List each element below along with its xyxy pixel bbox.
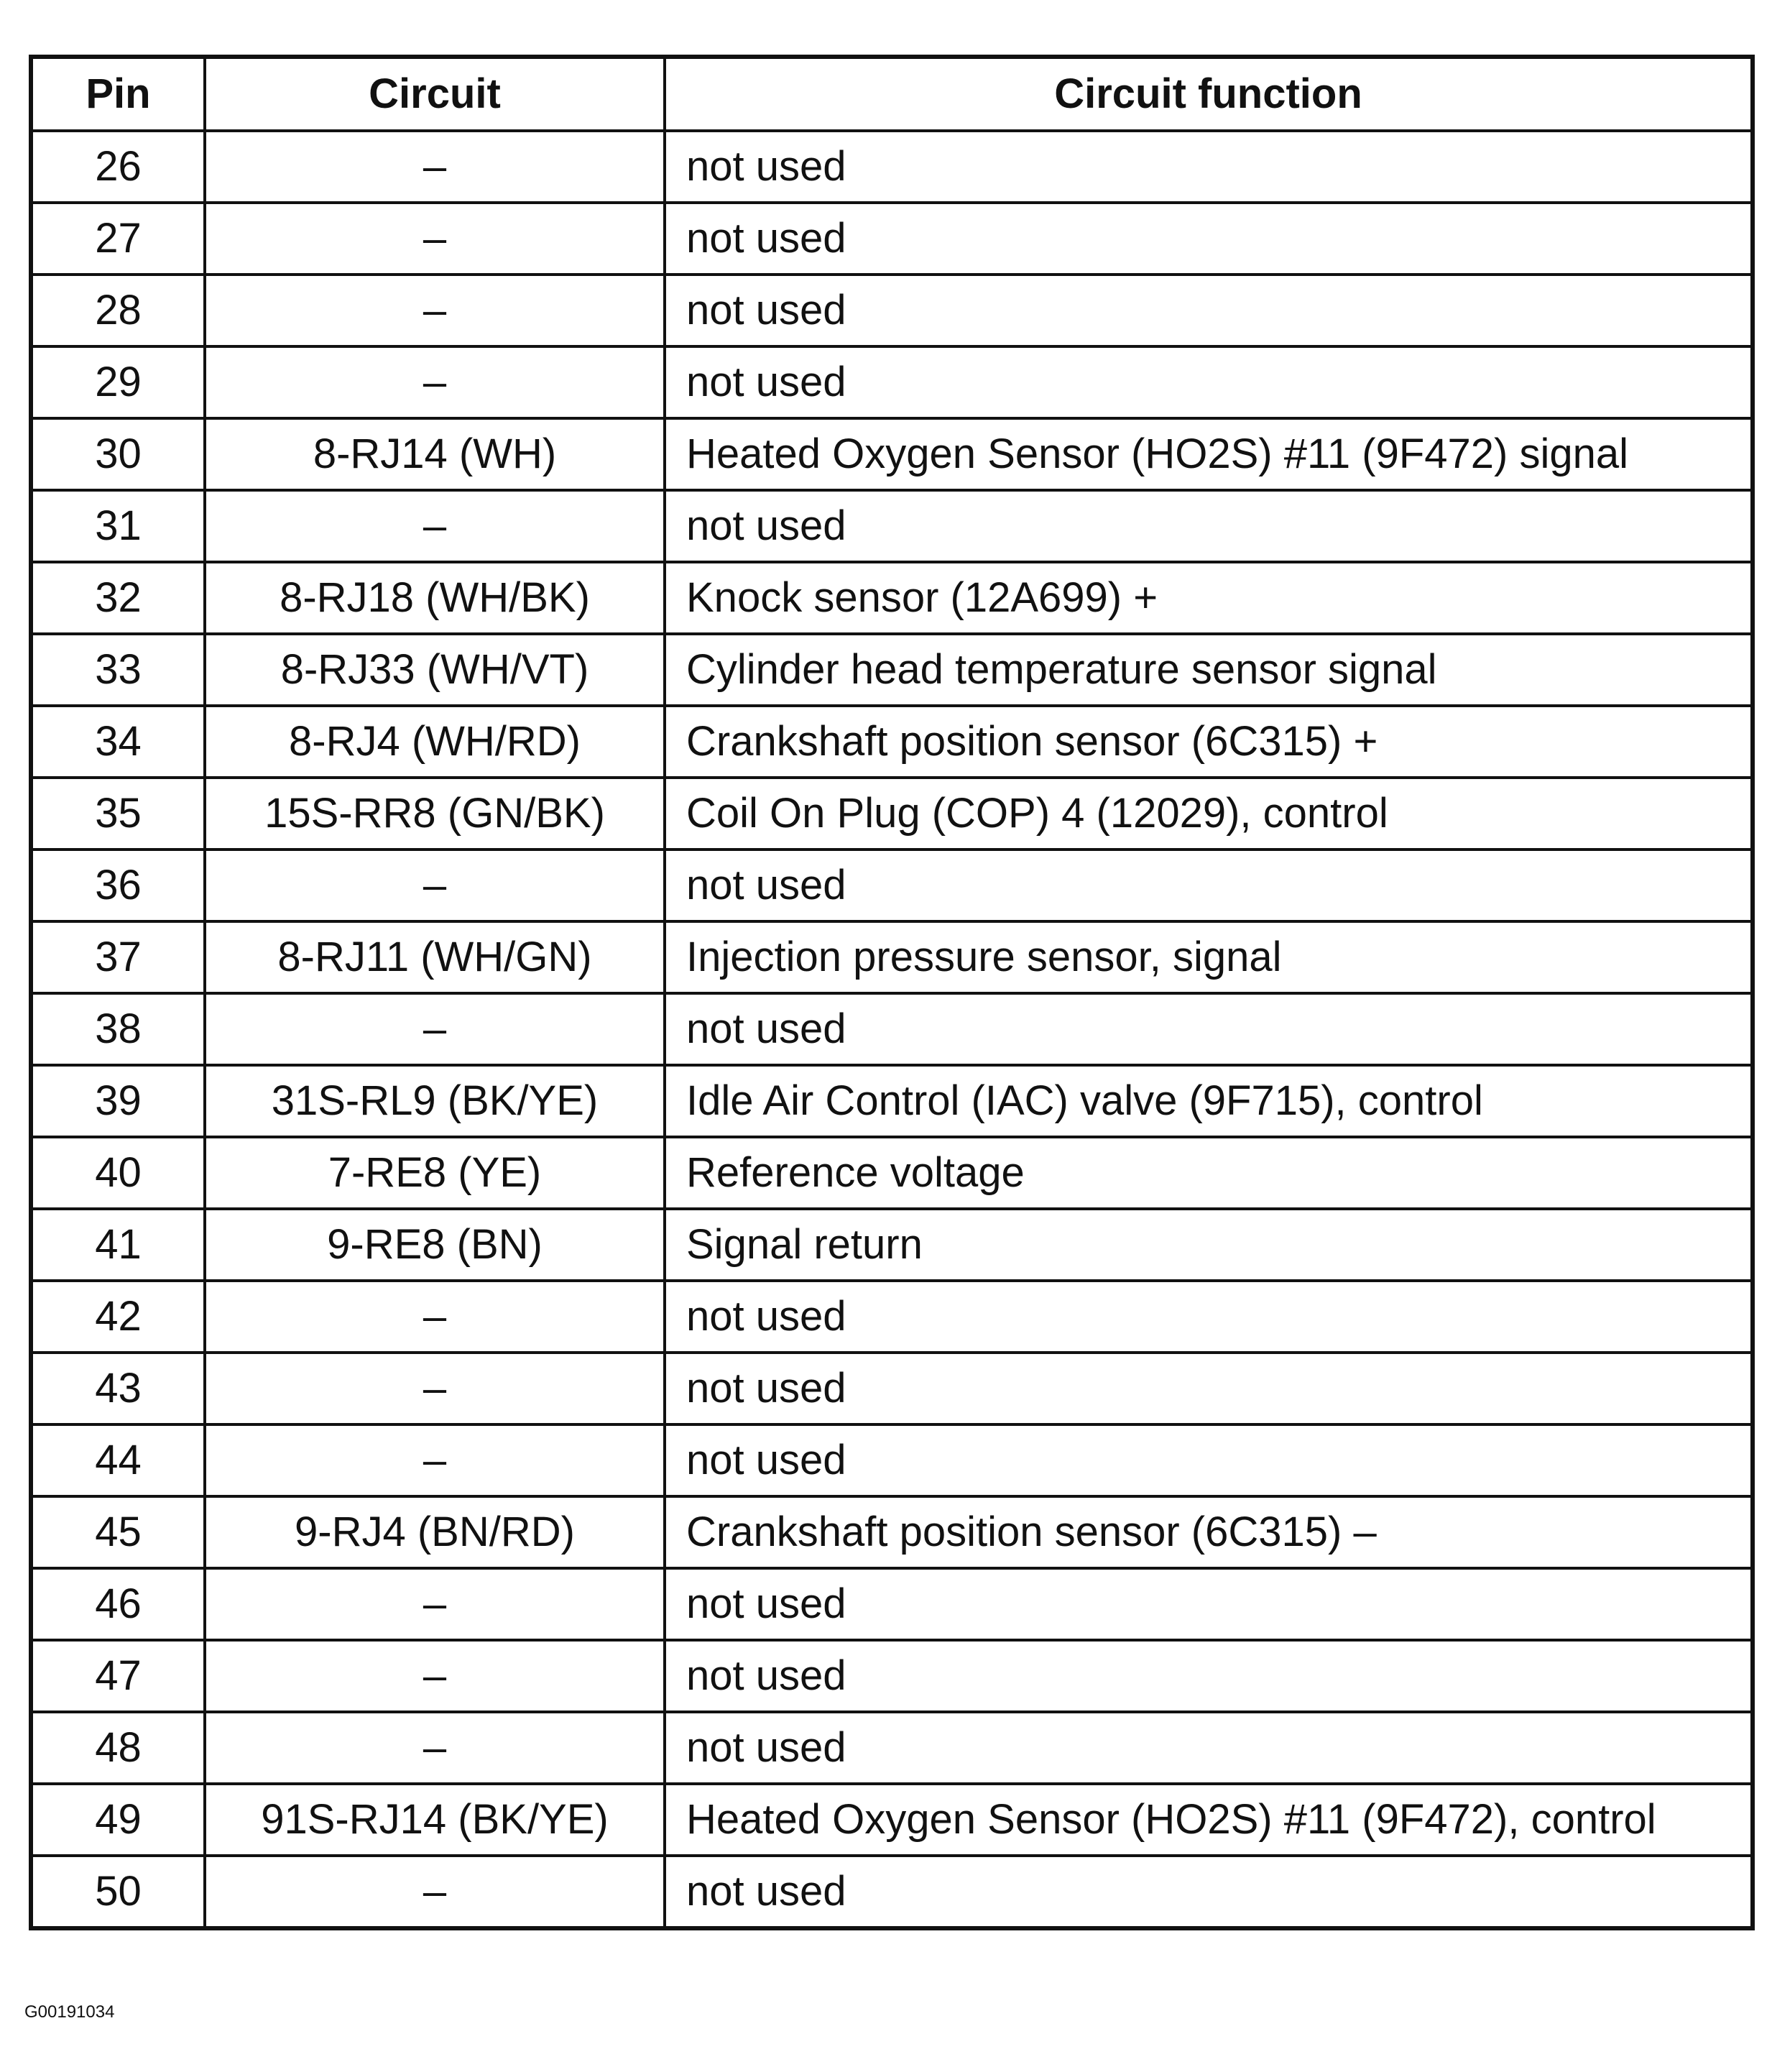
circuit-cell: 8-RJ11 (WH/GN) [205,921,665,993]
function-cell: not used [665,1424,1753,1496]
circuit-cell: – [205,131,665,203]
pin-cell: 34 [31,706,205,778]
header-pin: Pin [31,57,205,131]
table-row [31,1209,1753,1281]
pin-cell: 44 [31,1424,205,1496]
pin-cell: 46 [31,1568,205,1640]
function-cell: not used [665,849,1753,921]
pin-cell: 39 [31,1065,205,1137]
table-row [31,131,1753,203]
pin-cell: 50 [31,1856,205,1928]
table-row [31,490,1753,562]
circuit-cell: 9-RJ4 (BN/RD) [205,1496,665,1568]
circuit-cell: 9-RE8 (BN) [205,1209,665,1281]
pin-cell: 38 [31,993,205,1065]
circuit-cell: – [205,1281,665,1353]
table-row [31,1281,1753,1353]
function-cell: Signal return [665,1209,1753,1281]
pin-cell: 32 [31,562,205,634]
circuit-cell: 8-RJ4 (WH/RD) [205,706,665,778]
pin-cell: 31 [31,490,205,562]
table-row [31,634,1753,706]
pin-cell: 33 [31,634,205,706]
table-row [31,706,1753,778]
circuit-cell: 15S-RR8 (GN/BK) [205,778,665,849]
circuit-cell: 8-RJ18 (WH/BK) [205,562,665,634]
pin-cell: 47 [31,1640,205,1712]
table-row [31,1856,1753,1928]
circuit-cell: – [205,1712,665,1784]
table-row [31,849,1753,921]
pin-cell: 28 [31,275,205,346]
function-cell: not used [665,203,1753,275]
table-row [31,562,1753,634]
function-cell: Coil On Plug (COP) 4 (12029), control [665,778,1753,849]
circuit-cell: – [205,1353,665,1424]
circuit-cell: 91S-RJ14 (BK/YE) [205,1784,665,1856]
pin-cell: 45 [31,1496,205,1568]
function-cell: Reference voltage [665,1137,1753,1209]
function-cell: not used [665,1712,1753,1784]
function-cell: not used [665,1640,1753,1712]
circuit-cell: – [205,1424,665,1496]
pin-cell: 48 [31,1712,205,1784]
circuit-cell: – [205,203,665,275]
table-row [31,1640,1753,1712]
table-row [31,1568,1753,1640]
figure-id: G00191034 [24,2002,115,2022]
function-cell: not used [665,131,1753,203]
function-cell: not used [665,1568,1753,1640]
pin-cell: 49 [31,1784,205,1856]
header-circuit-function: Circuit function [665,57,1753,131]
pin-cell: 30 [31,418,205,490]
function-cell: Idle Air Control (IAC) valve (9F715), control [665,1065,1753,1137]
circuit-cell: 7-RE8 (YE) [205,1137,665,1209]
table-row [31,1065,1753,1137]
circuit-cell: – [205,1568,665,1640]
circuit-cell: 8-RJ33 (WH/VT) [205,634,665,706]
function-cell: Knock sensor (12A699) + [665,562,1753,634]
table-row [31,1712,1753,1784]
circuit-cell: – [205,275,665,346]
table-row [31,346,1753,418]
table-row [31,1424,1753,1496]
function-cell: not used [665,1281,1753,1353]
circuit-cell: – [205,849,665,921]
table-row [31,1496,1753,1568]
table-row [31,921,1753,993]
table-header-row [31,57,1753,131]
function-cell: Crankshaft position sensor (6C315) – [665,1496,1753,1568]
table-row [31,1784,1753,1856]
function-cell: not used [665,490,1753,562]
header-circuit: Circuit [205,57,665,131]
circuit-cell: – [205,993,665,1065]
pin-cell: 41 [31,1209,205,1281]
circuit-cell: – [205,1856,665,1928]
table-row [31,778,1753,849]
function-cell: not used [665,1856,1753,1928]
table-row [31,1353,1753,1424]
table-row [31,203,1753,275]
circuit-cell: – [205,1640,665,1712]
circuit-cell: – [205,490,665,562]
function-cell: not used [665,275,1753,346]
pin-cell: 37 [31,921,205,993]
table-row [31,418,1753,490]
pin-cell: 35 [31,778,205,849]
circuit-cell: 31S-RL9 (BK/YE) [205,1065,665,1137]
function-cell: Crankshaft position sensor (6C315) + [665,706,1753,778]
pin-cell: 29 [31,346,205,418]
function-cell: not used [665,346,1753,418]
pin-cell: 42 [31,1281,205,1353]
table-body [31,131,1753,1928]
pin-cell: 27 [31,203,205,275]
table-row [31,993,1753,1065]
circuit-cell: 8-RJ14 (WH) [205,418,665,490]
circuit-cell: – [205,346,665,418]
pin-cell: 40 [31,1137,205,1209]
function-cell: not used [665,1353,1753,1424]
pin-assignment-table [29,55,1755,1930]
function-cell: not used [665,993,1753,1065]
pin-cell: 43 [31,1353,205,1424]
pin-cell: 26 [31,131,205,203]
function-cell: Cylinder head temperature sensor signal [665,634,1753,706]
function-cell: Heated Oxygen Sensor (HO2S) #11 (9F472), control [665,1784,1753,1856]
function-cell: Injection pressure sensor, signal [665,921,1753,993]
table-row [31,1137,1753,1209]
pin-cell: 36 [31,849,205,921]
function-cell: Heated Oxygen Sensor (HO2S) #11 (9F472) signal [665,418,1753,490]
table-row [31,275,1753,346]
